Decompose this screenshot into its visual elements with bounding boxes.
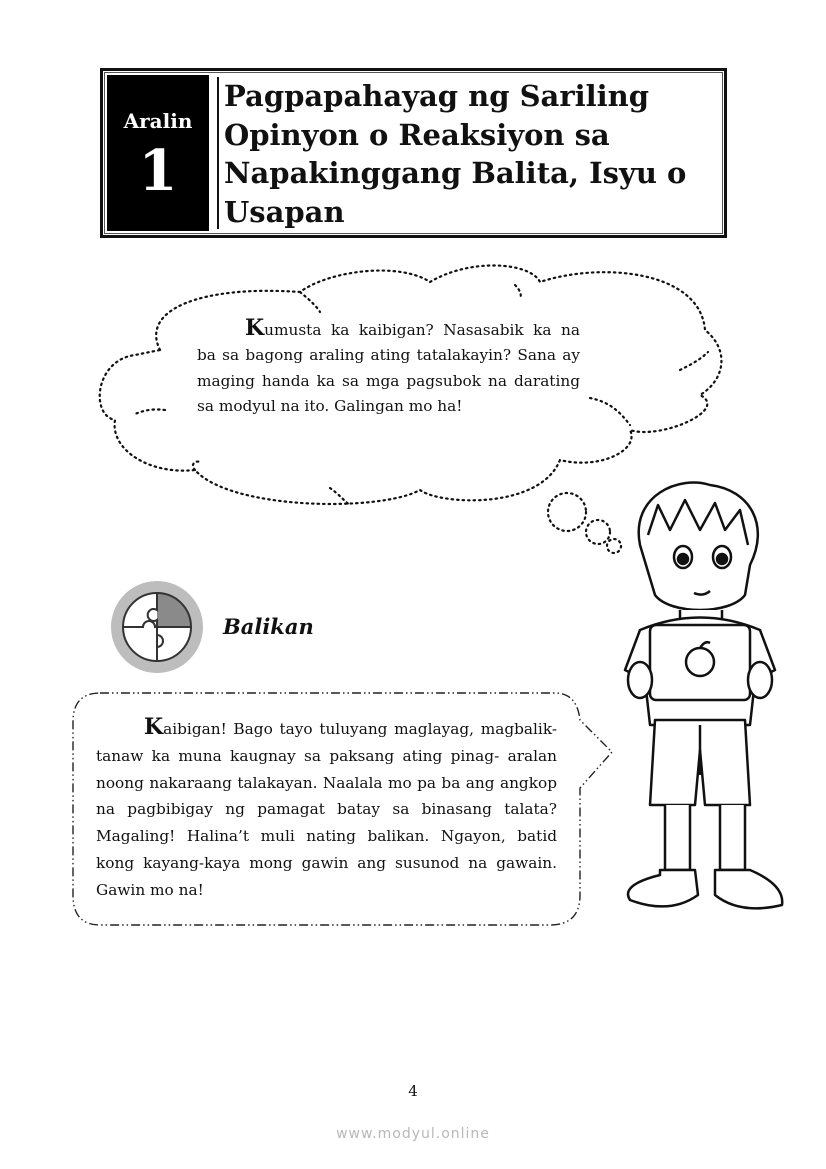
intro-paragraph: umusta ka kaibigan? Nasasabik ka na ba sa bagong araling ating tatalakayin? Sana ay maging handa ka sa mga pagsubok na darating sa modyul na ito. Galingan mo ha!: [197, 321, 580, 415]
lesson-number: 1: [138, 138, 178, 204]
lesson-title: Pagpapahayag ng Sariling Opinyon o Reaksiyon sa Napakinggang Balita, Isyu o Usapan: [217, 77, 724, 229]
review-paragraph: aibigan! Bago tayo tuluyang maglayag, magbalik-tanaw ka muna kaugnay sa paksang ating pinag- aralan noong nakaraang talakayan. Naalala mo pa ba ang angkop na pagbibigay ng pamagat batay sa binasang talata? Magaling! Halina’t muli nating balikan. Ngayon, batid kong kayang-kaya mong gawin ang susunod na gawain. Gawin mo na!: [96, 720, 557, 899]
section-heading: Balikan: [223, 614, 314, 639]
review-text: [96, 714, 557, 904]
student-illustration: [610, 475, 790, 925]
page-number: 4: [408, 1082, 418, 1100]
drop-cap: K: [144, 714, 164, 740]
watermark: www.modyul.online: [336, 1126, 490, 1142]
drop-cap: K: [245, 315, 265, 341]
lesson-label: Aralin: [123, 109, 193, 133]
